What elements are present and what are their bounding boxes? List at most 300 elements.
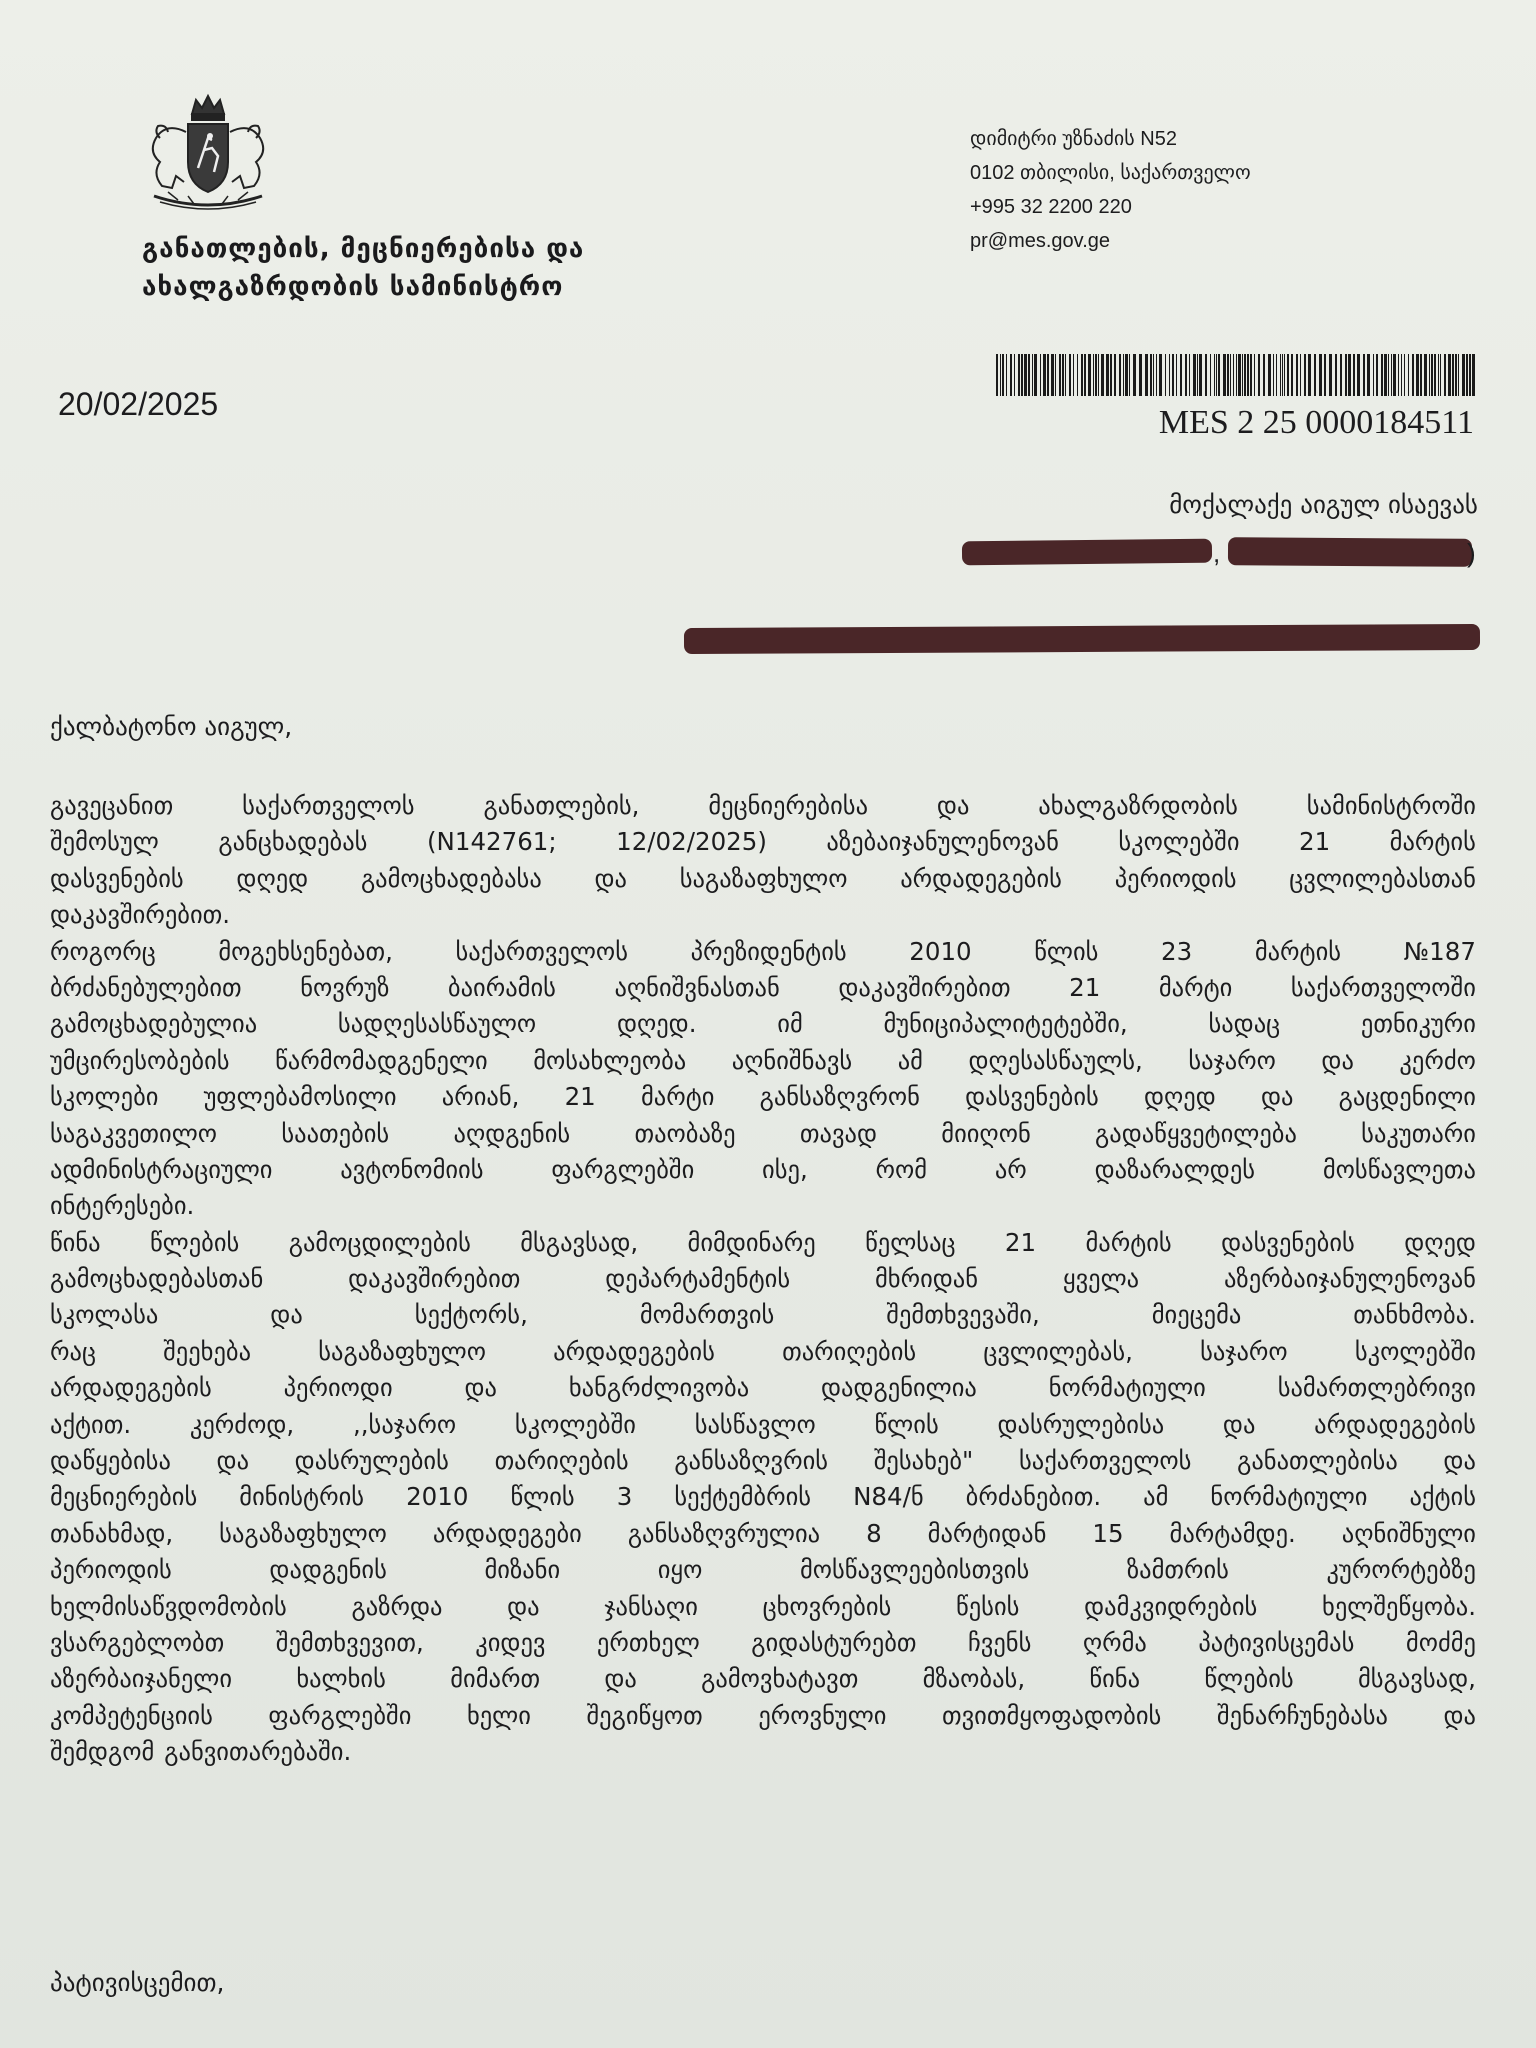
barcode-bar bbox=[1106, 354, 1109, 396]
barcode-bar bbox=[1098, 354, 1099, 396]
barcode-bar bbox=[1062, 354, 1064, 396]
body-word: ფარგლებში bbox=[551, 1154, 695, 1184]
body-word: კურორტებზე bbox=[1326, 1555, 1476, 1585]
ministry-name bbox=[142, 230, 584, 306]
body-word: ზამთრის bbox=[1126, 1555, 1229, 1585]
body-word: შესახებ" bbox=[873, 1446, 974, 1476]
body-word: და bbox=[1222, 1409, 1256, 1439]
body-line bbox=[50, 1625, 1476, 1661]
body-word: მეცნიერებისა bbox=[708, 791, 869, 820]
barcode-bar bbox=[996, 354, 998, 396]
body-word: 15 bbox=[1092, 1518, 1124, 1548]
body-word: ეროვნული bbox=[758, 1700, 887, 1730]
body-word: 8 bbox=[866, 1518, 882, 1548]
barcode-bar bbox=[1223, 354, 1226, 396]
body-word: ჩვენს bbox=[967, 1627, 1032, 1657]
body-word: თაობაზე bbox=[634, 1118, 736, 1148]
barcode-bar bbox=[1199, 354, 1202, 396]
recipient-name: მოქალაქე აიგულ ისაევას bbox=[1169, 490, 1478, 519]
barcode-bar bbox=[1404, 354, 1405, 396]
body-word: არდადეგების bbox=[1314, 1409, 1476, 1439]
ministry-address-block bbox=[970, 122, 1251, 258]
body-line bbox=[50, 1407, 1476, 1443]
barcode-bar bbox=[1412, 354, 1414, 396]
barcode-bar bbox=[1018, 354, 1020, 396]
body-word: წლის bbox=[510, 1482, 575, 1512]
body-line bbox=[50, 1006, 1476, 1042]
body-word: აქტით. bbox=[50, 1409, 132, 1439]
barcode-bar bbox=[1363, 354, 1365, 396]
body-word: და bbox=[1443, 1446, 1476, 1476]
barcode-bar bbox=[1159, 354, 1162, 396]
body-word: ამ bbox=[897, 1045, 923, 1075]
body-word: დაკავშირებით bbox=[348, 1264, 521, 1294]
body-word: პრეზიდენტის bbox=[690, 936, 847, 966]
barcode-bar bbox=[1169, 354, 1170, 396]
body-word: მარტი bbox=[1158, 972, 1233, 1002]
body-word: კერძოდ, bbox=[189, 1409, 295, 1439]
barcode-bar bbox=[1010, 354, 1012, 396]
body-word: დაკავშირებით. bbox=[50, 900, 231, 930]
barcode-bar bbox=[1073, 354, 1074, 396]
barcode-bar bbox=[1227, 354, 1229, 396]
barcode-bar bbox=[1065, 354, 1066, 396]
body-word: და bbox=[604, 1664, 637, 1694]
redacted-mark bbox=[1228, 537, 1472, 567]
barcode-bar bbox=[1129, 354, 1130, 396]
body-word: გამოცხადებასთან bbox=[50, 1264, 264, 1294]
body-word: მოძმე bbox=[1405, 1627, 1476, 1657]
body-word: საგაზაფხულო bbox=[219, 1518, 387, 1548]
body-word: ცვლილებას, bbox=[983, 1336, 1133, 1366]
body-word: მინისტრის bbox=[239, 1482, 365, 1512]
barcode-bar bbox=[1284, 354, 1285, 396]
body-word: 12/02/2025) bbox=[616, 827, 767, 857]
body-word: მიმდინარე bbox=[687, 1227, 816, 1257]
barcode-bar bbox=[1095, 354, 1097, 396]
barcode-bar bbox=[1345, 354, 1347, 396]
body-line bbox=[50, 1552, 1476, 1588]
barcode-bar bbox=[1139, 354, 1142, 396]
body-word: 21 bbox=[564, 1082, 596, 1112]
body-word: სადღესასწაულო bbox=[337, 1009, 537, 1039]
address-phone: +995 32 2200 220 bbox=[970, 196, 1132, 218]
barcode-bar bbox=[1176, 354, 1177, 396]
body-word: საათების bbox=[281, 1118, 390, 1148]
barcode-bar bbox=[1081, 354, 1083, 396]
body-word: სკოლებში bbox=[514, 1409, 636, 1439]
salutation: ქალბატონო აიგულ, bbox=[50, 712, 293, 741]
barcode-bar bbox=[1448, 354, 1451, 396]
body-word: ხანგრძლივობა bbox=[568, 1373, 750, 1403]
body-word: და bbox=[270, 1300, 303, 1330]
barcode-bar bbox=[1420, 354, 1422, 396]
body-word: 2010 bbox=[909, 936, 972, 966]
body-word: მხრიდან bbox=[874, 1264, 979, 1294]
body-word: და bbox=[216, 1446, 250, 1476]
barcode-bar bbox=[1263, 354, 1265, 396]
body-word: მოსახლეობა bbox=[533, 1045, 687, 1075]
barcode-bar bbox=[1469, 354, 1471, 396]
body-word: გავეცანით bbox=[50, 791, 174, 820]
barcode-bar bbox=[1429, 354, 1430, 396]
body-word: და bbox=[936, 791, 970, 820]
body-word: რაც bbox=[50, 1336, 96, 1366]
body-word: ვსარგებლობთ bbox=[50, 1627, 225, 1657]
barcode-bar bbox=[1472, 354, 1475, 396]
barcode-bar bbox=[1268, 354, 1271, 396]
body-word: დასვენების bbox=[1221, 1227, 1355, 1257]
address-email: pr@mes.gov.ge bbox=[970, 230, 1110, 252]
barcode-bar bbox=[1324, 354, 1326, 396]
body-word: კიდევ bbox=[475, 1627, 546, 1657]
barcode-bar bbox=[1180, 354, 1182, 396]
body-word: და bbox=[1260, 1082, 1294, 1112]
barcode-bar bbox=[1043, 354, 1046, 396]
barcode-bar bbox=[1110, 354, 1112, 396]
barcode-bar bbox=[1238, 354, 1241, 396]
body-word: ერთხელ bbox=[596, 1627, 700, 1657]
body-word: წლის bbox=[874, 1409, 939, 1439]
body-word: ,,საჯარო bbox=[352, 1409, 457, 1439]
barcode-bar bbox=[1276, 354, 1277, 396]
barcode-bar bbox=[1156, 354, 1157, 396]
barcode-bar bbox=[1458, 354, 1459, 396]
body-word: დამკვიდრების bbox=[1084, 1591, 1258, 1621]
barcode-bar bbox=[1024, 354, 1027, 396]
barcode-bar bbox=[1093, 354, 1094, 396]
barcode-bar bbox=[1230, 354, 1231, 396]
body-word: ავტონომიის bbox=[340, 1154, 484, 1184]
body-line bbox=[50, 1443, 1476, 1479]
body-word: მიეცემა bbox=[1151, 1300, 1242, 1330]
ministry-name-line2: ახალგაზრდობის სამინისტრო bbox=[142, 272, 564, 302]
body-word: ამ bbox=[1143, 1482, 1169, 1512]
body-word: მოსწავლეებისთვის bbox=[799, 1555, 1030, 1585]
body-word: N84/ნ bbox=[853, 1482, 924, 1512]
body-word: შემთხვევაში, bbox=[886, 1300, 1040, 1330]
body-word: დადგენის bbox=[269, 1555, 387, 1585]
barcode-bar bbox=[1388, 354, 1389, 396]
barcode-bar bbox=[1123, 354, 1124, 396]
body-word: დღედ bbox=[236, 863, 309, 893]
body-line bbox=[50, 1734, 1476, 1770]
barcode-bar bbox=[1408, 354, 1409, 396]
body-word: 2010 bbox=[406, 1482, 469, 1512]
body-line bbox=[50, 1188, 1476, 1224]
body-word: წლების bbox=[149, 1227, 240, 1257]
body-word: მუნიციპალიტეტებში, bbox=[883, 1009, 1128, 1039]
barcode-bar bbox=[1247, 354, 1249, 396]
body-word: გიდასტურებთ bbox=[751, 1627, 917, 1657]
body-word: აღნიშნული bbox=[1341, 1518, 1476, 1548]
body-word: დაზარალდეს bbox=[1094, 1154, 1256, 1184]
body-word: მარტის bbox=[1254, 936, 1342, 966]
body-word: და bbox=[1443, 1700, 1476, 1730]
body-word: შენარჩუნებასა bbox=[1216, 1700, 1388, 1730]
body-word: შემთხვევით, bbox=[275, 1627, 424, 1657]
body-word: უმცირესობების bbox=[50, 1045, 230, 1075]
body-word: წესის bbox=[956, 1591, 1020, 1621]
body-word: არ bbox=[994, 1154, 1027, 1184]
body-word: 23 bbox=[1161, 936, 1193, 966]
body-line bbox=[50, 1225, 1476, 1261]
barcode-bar bbox=[1119, 354, 1121, 396]
body-word: თავად bbox=[799, 1118, 877, 1148]
barcode-bar bbox=[1373, 354, 1374, 396]
body-word: მიიღონ bbox=[941, 1118, 1031, 1148]
body-word: №187 bbox=[1403, 936, 1476, 966]
body-word: მომართვის bbox=[639, 1300, 775, 1330]
body-word: განსაზღვრის bbox=[674, 1446, 829, 1476]
body-word: პერიოდი bbox=[283, 1373, 393, 1403]
body-word: ფარგლებში bbox=[268, 1700, 412, 1730]
body-word: გაცდენილი bbox=[1338, 1082, 1476, 1112]
barcode-bar bbox=[1172, 354, 1174, 396]
barcode-bar bbox=[1308, 354, 1311, 396]
body-line bbox=[50, 1589, 1476, 1625]
barcode-bar bbox=[1055, 354, 1056, 396]
body-line bbox=[50, 1297, 1476, 1333]
body-word: დეპარტამენტის bbox=[605, 1264, 791, 1294]
body-word: აღდგენის bbox=[453, 1118, 571, 1148]
body-word: ისე, bbox=[762, 1154, 808, 1184]
barcode-bar bbox=[1214, 354, 1215, 396]
body-word: აზებაიჯანულენოვან bbox=[826, 827, 1059, 857]
barcode bbox=[996, 354, 1476, 396]
body-word: ახალგაზრდობის bbox=[1038, 791, 1238, 820]
body-word: სადაც bbox=[1208, 1009, 1281, 1039]
barcode-bar bbox=[1210, 354, 1211, 396]
body-word: არდადეგების bbox=[50, 1373, 212, 1403]
body-line bbox=[50, 1116, 1476, 1152]
barcode-bar bbox=[1218, 354, 1220, 396]
body-word: 3 bbox=[616, 1482, 633, 1512]
body-line bbox=[50, 1516, 1476, 1552]
barcode-bar bbox=[1032, 354, 1033, 396]
body-line bbox=[50, 1698, 1476, 1734]
body-word: სკოლებში bbox=[1118, 827, 1240, 857]
body-word: განათლებისა bbox=[1237, 1446, 1398, 1476]
barcode-bar bbox=[1367, 354, 1370, 396]
body-word: შემდგომ bbox=[50, 1737, 155, 1767]
body-word: ნორმატიული bbox=[1210, 1482, 1368, 1512]
barcode-bar bbox=[1197, 354, 1198, 396]
barcode-bar bbox=[1280, 354, 1281, 396]
body-word: თანხმობა. bbox=[1353, 1300, 1476, 1330]
body-word: ხელი bbox=[466, 1700, 531, 1730]
body-word: კერძო bbox=[1399, 1045, 1476, 1075]
body-word: ცვლილებასთან bbox=[1289, 863, 1476, 893]
body-word: დასრულებისა bbox=[997, 1409, 1165, 1439]
body-word: ნოვრუზ bbox=[300, 972, 390, 1002]
body-word: და bbox=[507, 1591, 540, 1621]
body-word: ცხოვრების bbox=[762, 1591, 892, 1621]
body-word: წარმომადგენელი bbox=[275, 1045, 488, 1075]
barcode-bar bbox=[1348, 354, 1351, 396]
body-word: მარტიდან bbox=[927, 1518, 1047, 1548]
body-word: დასვენების bbox=[965, 1082, 1099, 1112]
body-word: სექტორს, bbox=[414, 1300, 528, 1330]
body-word: თვითმყოფადობის bbox=[942, 1700, 1162, 1730]
georgia-coat-of-arms-icon bbox=[138, 92, 278, 216]
body-word: (N142761; bbox=[426, 827, 557, 857]
body-line bbox=[50, 1370, 1476, 1406]
body-word: და bbox=[464, 1373, 497, 1403]
barcode-bar bbox=[1287, 354, 1289, 396]
body-word: განსაზღვრონ bbox=[759, 1082, 920, 1112]
body-word: აღნიშვნასთან bbox=[614, 972, 780, 1002]
barcode-bar bbox=[1300, 354, 1301, 396]
barcode-bar bbox=[1466, 354, 1468, 396]
barcode-bar bbox=[1434, 354, 1436, 396]
body-word: თანახმად, bbox=[50, 1518, 174, 1548]
body-word: საკუთარი bbox=[1361, 1118, 1476, 1148]
barcode-bar bbox=[1296, 354, 1298, 396]
barcode-bar bbox=[1357, 354, 1360, 396]
address-street: დიმიტრი უზნაძის N52 bbox=[970, 128, 1177, 150]
body-word: უფლებამოსილი bbox=[203, 1082, 397, 1112]
body-word: მსგავსად, bbox=[520, 1227, 639, 1257]
barcode-bar bbox=[1028, 354, 1030, 396]
barcode-bar bbox=[1398, 354, 1399, 396]
barcode-bar bbox=[1431, 354, 1433, 396]
barcode-bar bbox=[1014, 354, 1015, 396]
redacted-mark bbox=[684, 624, 1480, 654]
barcode-bar bbox=[1291, 354, 1293, 396]
barcode-bar bbox=[1145, 354, 1148, 396]
barcode-bar bbox=[1006, 354, 1007, 396]
body-word: შემოსულ bbox=[50, 827, 159, 857]
barcode-bar bbox=[1452, 354, 1454, 396]
barcode-bar bbox=[1391, 354, 1392, 396]
body-word: 21 bbox=[1069, 972, 1101, 1002]
address-city: 0102 თბილისი, საქართველო bbox=[970, 162, 1251, 184]
body-word: თარიღების bbox=[494, 1446, 629, 1476]
barcode-bar bbox=[1034, 354, 1037, 396]
barcode-bar bbox=[1216, 354, 1217, 396]
body-word: რომ bbox=[875, 1154, 928, 1184]
barcode-bar bbox=[1340, 354, 1342, 396]
registration-number: MES 2 25 0000184511 bbox=[1158, 404, 1474, 441]
body-word: მარტი bbox=[640, 1082, 715, 1112]
barcode-bar bbox=[1101, 354, 1104, 396]
body-word: საქართველოს bbox=[1018, 1446, 1192, 1476]
barcode-bar bbox=[1440, 354, 1441, 396]
body-word: სკოლებში bbox=[1354, 1336, 1476, 1366]
body-line bbox=[50, 1334, 1476, 1370]
barcode-bar bbox=[1335, 354, 1337, 396]
body-word: მზაობას, bbox=[922, 1664, 1026, 1694]
body-word: აზერბაიჯანელი bbox=[50, 1664, 233, 1694]
comma-mark: , bbox=[1213, 538, 1221, 568]
body-line bbox=[50, 1261, 1476, 1297]
body-word: დღესასწაულს, bbox=[968, 1045, 1143, 1075]
barcode-bar bbox=[1282, 354, 1283, 396]
body-word: შეეხება bbox=[163, 1336, 252, 1366]
barcode-bar bbox=[1236, 354, 1237, 396]
body-word: საქართველოს bbox=[242, 791, 415, 820]
body-word: ინტერესები. bbox=[50, 1191, 195, 1221]
body-word: ხელმისაწვდომობის bbox=[50, 1591, 287, 1621]
barcode-bar bbox=[1185, 354, 1187, 396]
body-word: განცხადებას bbox=[218, 827, 368, 857]
body-word: წინა bbox=[1089, 1664, 1141, 1694]
body-word: არდადეგების bbox=[553, 1336, 715, 1366]
body-word: იმ bbox=[777, 1009, 803, 1039]
barcode-bar bbox=[1455, 354, 1457, 396]
barcode-bar bbox=[1393, 354, 1396, 396]
body-word: დღედ. bbox=[616, 1009, 697, 1039]
barcode-bar bbox=[1273, 354, 1274, 396]
barcode-bar bbox=[1047, 354, 1049, 396]
barcode-bar bbox=[1353, 354, 1355, 396]
body-word: დადგენილია bbox=[821, 1373, 977, 1403]
body-line bbox=[50, 1152, 1476, 1188]
barcode-bar bbox=[1069, 354, 1071, 396]
body-word: სკოლები bbox=[50, 1082, 159, 1112]
barcode-bar bbox=[1040, 354, 1041, 396]
body-word: საჯარო bbox=[1200, 1336, 1288, 1366]
body-line bbox=[50, 1661, 1476, 1697]
barcode-bar bbox=[1088, 354, 1091, 396]
barcode-bar bbox=[1114, 354, 1116, 396]
body-word: არდადეგების bbox=[900, 863, 1062, 893]
body-line bbox=[50, 1079, 1476, 1115]
barcode-bar bbox=[1150, 354, 1152, 396]
barcode-bar bbox=[1424, 354, 1427, 396]
body-word: აქტის bbox=[1409, 1482, 1476, 1512]
barcode-bar bbox=[1059, 354, 1061, 396]
body-word: ჯანსაღი bbox=[604, 1591, 698, 1621]
body-word: გადაწყვეტილება bbox=[1095, 1118, 1297, 1148]
closing-parenthesis-mark: ) bbox=[1467, 538, 1476, 568]
barcode-bar bbox=[1462, 354, 1465, 396]
barcode-bar bbox=[1153, 354, 1154, 396]
body-word: მარტის bbox=[1389, 827, 1476, 857]
body-word: მიზანი bbox=[484, 1555, 561, 1585]
body-word: წელსაც bbox=[865, 1227, 956, 1257]
body-word: მარტის bbox=[1085, 1227, 1172, 1257]
body-word: გამოცდილების bbox=[288, 1227, 471, 1257]
body-word: მოგეხსენებათ, bbox=[218, 936, 393, 966]
barcode-bar bbox=[1165, 354, 1166, 396]
body-word: სასწავლო bbox=[694, 1409, 816, 1439]
body-word: კომპეტენციის bbox=[50, 1700, 213, 1730]
body-word: მსგავსად, bbox=[1358, 1664, 1476, 1694]
body-word: ბრძანებულებით bbox=[50, 972, 242, 1002]
body-word: დაკავშირებით bbox=[838, 972, 1011, 1002]
barcode-bar bbox=[1258, 354, 1260, 396]
letter-body bbox=[50, 788, 1476, 1771]
body-word: დასრულების bbox=[294, 1446, 449, 1476]
barcode-bar bbox=[1416, 354, 1419, 396]
body-word: დღედ bbox=[1404, 1227, 1476, 1257]
barcode-bar bbox=[1000, 354, 1001, 396]
barcode-bar bbox=[1314, 354, 1316, 396]
barcode-bar bbox=[1077, 354, 1078, 396]
body-word: წინა bbox=[50, 1227, 101, 1257]
body-word: ხელშეწყობა. bbox=[1322, 1591, 1476, 1621]
barcode-bar bbox=[1021, 354, 1023, 396]
body-word: ხალხის bbox=[296, 1664, 386, 1694]
body-word: წლების bbox=[1204, 1664, 1294, 1694]
body-word: საჯარო bbox=[1188, 1045, 1276, 1075]
body-line bbox=[50, 1043, 1476, 1079]
body-word: ყველა bbox=[1062, 1264, 1140, 1294]
body-word: განვითარებაში. bbox=[164, 1737, 352, 1767]
body-word: ბრძანებით. bbox=[965, 1482, 1102, 1512]
